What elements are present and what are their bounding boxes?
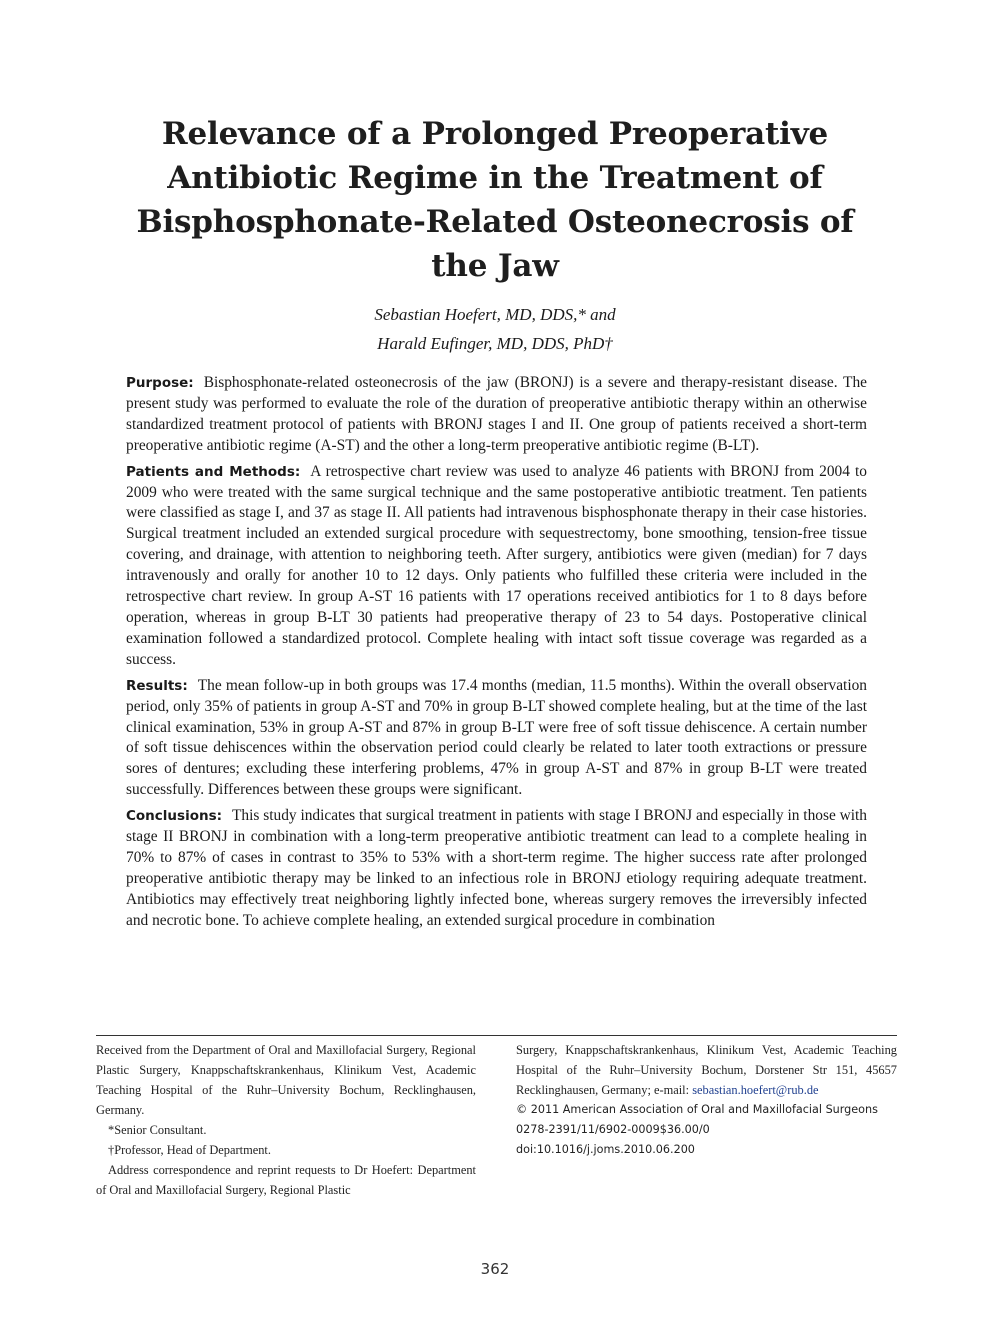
footnotes-right-column [516, 1040, 897, 1160]
abstract-conclusions [126, 806, 867, 931]
abstract-purpose [126, 373, 867, 457]
author-2: Harald Eufinger, MD, DDS, PhD† [377, 334, 613, 353]
author-1: Sebastian Hoefert, MD, DDS,* and [374, 305, 616, 324]
footnote-received: Received from the Department of Oral and Maxillofacial Surgery, Regional Plastic Surgery, Knappschaftskrankenhaus, Klinikum Vest, Academic Teaching Hospital of the Ruhr–University Bochum, Recklinghausen, Germany. [96, 1043, 476, 1117]
footnote-address: Address correspondence and reprint requests to Dr Hoefert: Department of Oral and Maxillofacial Surgery, Regional Plastic [96, 1163, 476, 1197]
doi-line: doi:10.1016/j.joms.2010.06.200 [516, 1143, 695, 1156]
address-continued-text: Surgery, Knappschaftskrankenhaus, Klinikum Vest, Academic Teaching Hospital of the Ruhr–University Bochum, Dorstener Str 151, 45657 Recklinghausen, Germany; e-mail: [516, 1043, 897, 1097]
abstract-methods [126, 462, 867, 671]
purpose-label: Purpose: [126, 375, 194, 391]
footnote-address-continued [516, 1040, 897, 1100]
article-title: Relevance of a Prolonged Preoperative Antibiotic Regime in the Treatment of Bisphosphonate-Related Osteonecrosis of the Jaw [136, 116, 854, 284]
conclusions-label: Conclusions: [126, 808, 223, 825]
copyright-line: © 2011 American Association of Oral and Maxillofacial Surgeons [516, 1103, 878, 1116]
purpose-text: Bisphosphonate-related osteonecrosis of the jaw (BRONJ) is a severe and therapy-resistant disease. The present study was performed to evaluate the role of the duration of preoperative antibiotic therapy within an otherwise standardized treatment protocol of patients with BRONJ stages I and II. One group of patients received a short-term preoperative antibiotic regime (A-ST) and the other a long-term preoperative antibiotic regime (B-LT). [126, 374, 867, 454]
abstract [126, 373, 867, 937]
footnote-professor: †Professor, Head of Department. [108, 1143, 271, 1157]
results-text: The mean follow-up in both groups was 17.4 months (median, 11.5 months). Within the overall observation period, only 35% of patients in group A-ST and 70% in group B-LT showed complete healing, but at the time of the last clinical examination, 53% in group A-ST and 87% in group B-LT were free of soft tissue dehiscence. A certain number of soft tissue dehiscences within the observation period could clearly be related to later tooth extractions or pressure sores of dentures; excluding these interfering problems, 47% in group A-ST and 87% in group B-LT were treated successfully. Differences between these groups were significant. [126, 676, 867, 799]
author-list [200, 300, 790, 358]
footnotes-left-column [96, 1040, 476, 1200]
page-number: 362 [480, 1260, 510, 1278]
results-label: Results: [126, 677, 188, 694]
methods-label: Patients and Methods: [126, 463, 301, 480]
methods-text: A retrospective chart review was used to analyze 46 patients with BRONJ from 2004 to 2009 who were treated with the same surgical technique and the same postoperative antibiotic treatment. Ten patients were classified as stage I, and 37 as stage II. All patients had intravenous bisphosphonate therapy in their case histories. Surgical treatment included an extended surgical procedure with sequestrectomy, bone smoothing, tension-free tissue covering, and drainage, with attention to neighboring teeth. After surgery, antibiotics were given (median) for 7 days intravenously and orally for another 10 to 12 days. Only patients who fulfilled these criteria were included in the retrospective chart review. In group A-ST 16 patients with 17 operations received antibiotics for 1 to 8 days before operation, whereas in group B-LT 30 patients had preoperative therapy of 23 to 54 days. Postoperative clinical examination followed a standardized protocol. Complete healing with intact soft tissue coverage was regarded as a success. [126, 462, 867, 668]
abstract-results [126, 676, 867, 801]
footnote-divider [96, 1035, 897, 1036]
issn-line: 0278-2391/11/6902-0009$36.00/0 [516, 1123, 710, 1136]
email-link[interactable]: sebastian.hoefert@rub.de [692, 1083, 819, 1097]
footnote-senior: *Senior Consultant. [108, 1123, 207, 1137]
conclusions-text: This study indicates that surgical treatment in patients with stage I BRONJ and especially in those with stage II BRONJ in combination with a long-term preoperative antibiotic treatment can lead to a complete healing in 70% to 87% of cases in contrast to 35% to 53% with a short-term regime. The higher success rate after prolonged preoperative antibiotic therapy may be linked to an infectious role in BRONJ etiology requiring adequate treatment. Antibiotics may effectively treat neighboring lightly infected bone, whereas surgery removes the irreversibly infected and necrotic bone. To achieve complete healing, an extended surgical procedure in combination [126, 807, 867, 929]
